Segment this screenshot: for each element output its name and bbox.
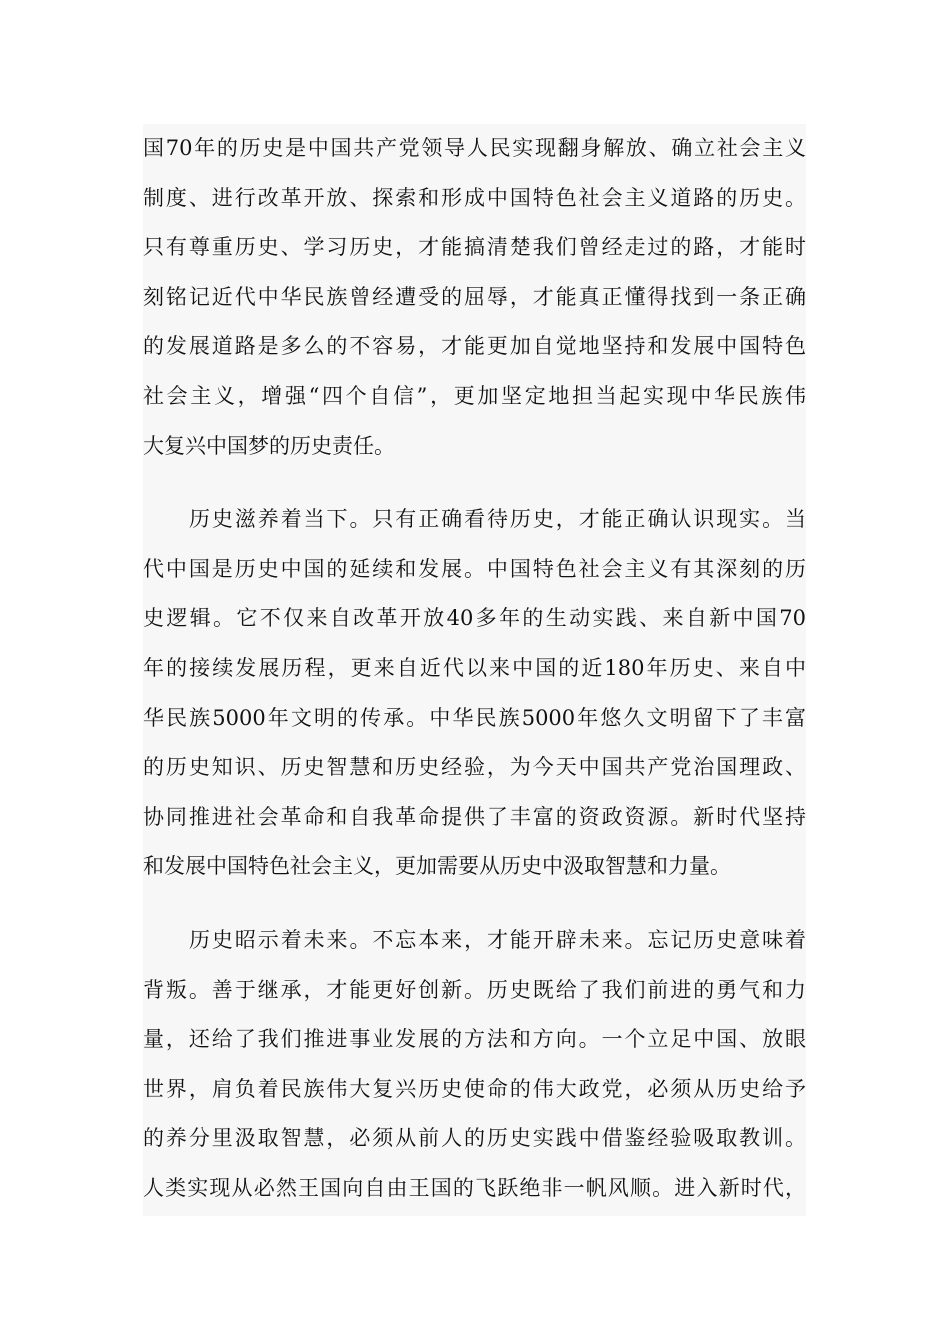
text-line: 社会主义，增强“四个自信”，更加坚定地担当起实现中华民族伟 [143, 383, 806, 408]
text-line: 的历史知识、历史智慧和历史经验，为今天中国共产党治国理政、 [143, 755, 806, 780]
text-line: 制度、进行改革开放、探索和形成中国特色社会主义道路的历史。 [143, 185, 806, 210]
text-line: 史逻辑。它不仅来自改革开放40多年的生动实践、来自新中国70 [143, 606, 806, 631]
paragraph-gap [143, 892, 806, 916]
text-line: 历史滋养着当下。只有正确看待历史，才能正确认识现实。当 [189, 507, 806, 532]
text-line: 人类实现从必然王国向自由王国的飞跃绝非一帆风顺。进入新时代， [143, 1175, 806, 1200]
text-line: 和发展中国特色社会主义，更加需要从历史中汲取智慧和力量。 [143, 854, 731, 879]
text-line: 的养分里汲取智慧，必须从前人的历史实践中借鉴经验吸取教训。 [143, 1126, 806, 1151]
text-line: 协同推进社会革命和自我革命提供了丰富的资政资源。新时代坚持 [143, 804, 806, 829]
paragraph-3 [143, 916, 806, 1214]
paragraph-2 [143, 495, 806, 892]
text-line: 背叛。善于继承，才能更好创新。历史既给了我们前进的勇气和力 [143, 977, 806, 1002]
text-line: 刻铭记近代中华民族曾经遭受的屈辱，才能真正懂得找到一条正确 [143, 284, 806, 309]
text-line: 只有尊重历史、学习历史，才能搞清楚我们曾经走过的路，才能时 [143, 235, 806, 260]
text-line: 大复兴中国梦的历史责任。 [143, 433, 395, 458]
text-line: 年的接续发展历程，更来自近代以来中国的近180年历史、来自中 [143, 655, 806, 680]
paragraph-gap [143, 471, 806, 495]
text-line: 的发展道路是多么的不容易，才能更加自觉地坚持和发展中国特色 [143, 334, 806, 359]
paragraph-1 [143, 124, 806, 471]
text-line: 国70年的历史是中国共产党领导人民实现翻身解放、确立社会主义 [143, 136, 806, 160]
text-line: 量，还给了我们推进事业发展的方法和方向。一个立足中国、放眼 [143, 1027, 806, 1052]
text-line: 华民族5000年文明的传承。中华民族5000年悠久文明留下了丰富 [143, 705, 806, 730]
text-line: 代中国是历史中国的延续和发展。中国特色社会主义有其深刻的历 [143, 556, 806, 581]
text-block [143, 124, 806, 1216]
text-line: 历史昭示着未来。不忘本来，才能开辟未来。忘记历史意味着 [189, 927, 806, 952]
text-line: 世界，肩负着民族伟大复兴历史使命的伟大政党，必须从历史给予 [143, 1076, 806, 1101]
